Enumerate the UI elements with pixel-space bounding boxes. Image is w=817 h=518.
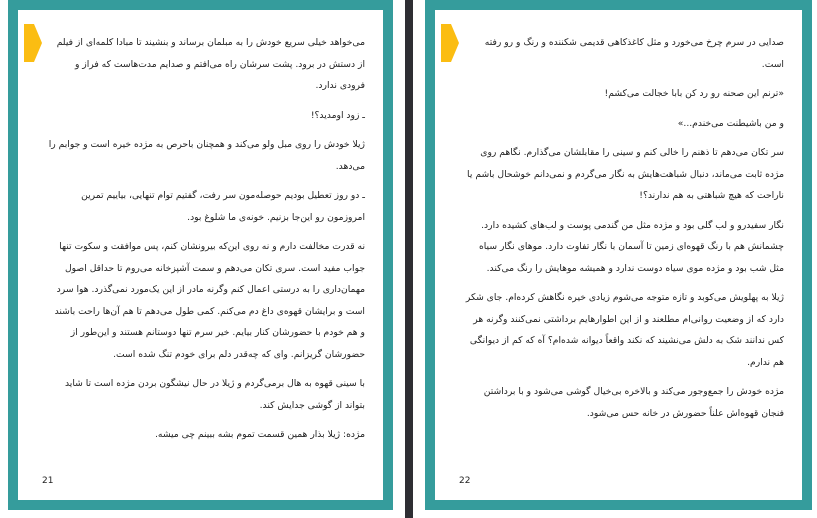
paragraph: ژیلا خودش را روی مبل ولو می‌کند و همچنان باحرص به مژده خیره است و جوابم را می‌دهد. bbox=[48, 139, 365, 172]
paragraph: سر تکان می‌دهم تا ذهنم را خالی کنم و سینی را مقابلشان می‌گذارم. نگاهم روی مژده ثابت می‌ماند، دنبال شباهت‌هایش به نگار می‌گردم و نمی‌دانم خوشحال باشم یا ناراحت که هیچ شباهتی به هم ندارند؟! bbox=[467, 147, 784, 201]
page-sheet-right bbox=[435, 10, 802, 500]
paragraph: مژده خودش را جمع‌وجور می‌کند و بالاخره بی‌خیال گوشی می‌شود و با برداشتن فنجان قهوه‌اش علناً حضورش در خانه حس می‌شود. bbox=[483, 386, 784, 419]
page-sheet-left bbox=[18, 10, 383, 500]
paragraph: ـ دو روز تعطیل بودیم حوصله‌مون سر رفت، گفتیم توام تنهایی، بیاییم تمرین امروزمون رو این‌جا بزنیم. خونه‌ی ما شلوغ بود. bbox=[81, 190, 365, 223]
page-right bbox=[425, 0, 812, 510]
paragraph: ـ زود اومدید؟! bbox=[310, 109, 365, 121]
paragraph: «ترنم این صحنه رو رد کن بابا خجالت می‌کشم! bbox=[604, 88, 784, 99]
page-text-right bbox=[465, 32, 784, 432]
paragraph: نگار سفیدرو و لب گلی بود و مژده مثل من گندمی پوست و لب‌های کشیده دارد. چشمانش هم با رنگ قهوه‌ای زمین تا آسمان با نگار تفاوت دارد. موهای نگار سیاه مثل شب بود و مژده موی سیاه دوست ندارد و همیشه موهایش را رنگ می‌کند. bbox=[478, 219, 784, 274]
page-number-right: 22 bbox=[459, 476, 471, 486]
paragraph: مژده: ژیلا بذار همین قسمت تموم بشه ببینم چی میشه. bbox=[154, 429, 365, 440]
bookmark-tab-icon bbox=[24, 24, 42, 62]
paragraph: و من باشیطنت می‌خندم...» bbox=[677, 117, 784, 129]
paragraph: می‌خواهد خیلی سریع خودش را به مبلمان برساند و بنشیند تا مبادا کلمه‌ای از فیلم از دستش در برود. پشت سرشان راه می‌افتم و صدایم مدت‌هاست که فراز و فرودی ندارد. bbox=[56, 37, 365, 91]
page-text-left bbox=[48, 32, 365, 454]
bookmark-tab-icon bbox=[441, 24, 459, 62]
page-left bbox=[8, 0, 393, 510]
book-spine-divider bbox=[405, 0, 413, 518]
page-number-left: 21 bbox=[42, 476, 54, 486]
paragraph: صدایی در سرم چرخ می‌خورد و مثل کاغذکاهی قدیمی شکننده و رنگ و رو رفته است. bbox=[484, 37, 784, 70]
paragraph: با سینی قهوه به هال برمی‌گردم و ژیلا در حال نیشگون بردن مژده است تا شاید بتواند از گوشی جدایش کند. bbox=[64, 378, 365, 411]
paragraph: نه قدرت مخالفت دارم و نه روی این‌که بیرونشان کنم، پس موافقت و سکوت تنها جواب مفید است. سری تکان می‌دهم و سمت آشپزخانه می‌روم تا حداقل اصول مهمان‌داری را به درستی اعمال کنم وگرنه مادر از این یک‌مورد نمی‌گذرد. هوا سرد است و برایشان قهوه‌ی داغ دم می‌کنم. کمی طول می‌دهم تا هم آن‌ها راحت باشند و هم خودم با حضورشان کنار بیایم. خیر سرم تنها دوستانم هستند و این‌طور از حضورشان گریزانم. وای که چه‌قدر دلم برای خودم تنگ شده است. bbox=[54, 241, 365, 360]
paragraph: ژیلا به پهلویش می‌کوبد و تازه متوجه می‌شوم زیادی خیره نگاهش کرده‌ام. جای شکر دارد که از وضعیت روانی‌ام مطلعند و از این اطوارهایم برداشتی نمی‌کنند وگرنه هر کس ندانند شک به دلش می‌نشیند که نکند واقعاً دیوانه شده‌ام؟ آه که کم از دیوانگی هم ندارم. bbox=[465, 292, 784, 368]
